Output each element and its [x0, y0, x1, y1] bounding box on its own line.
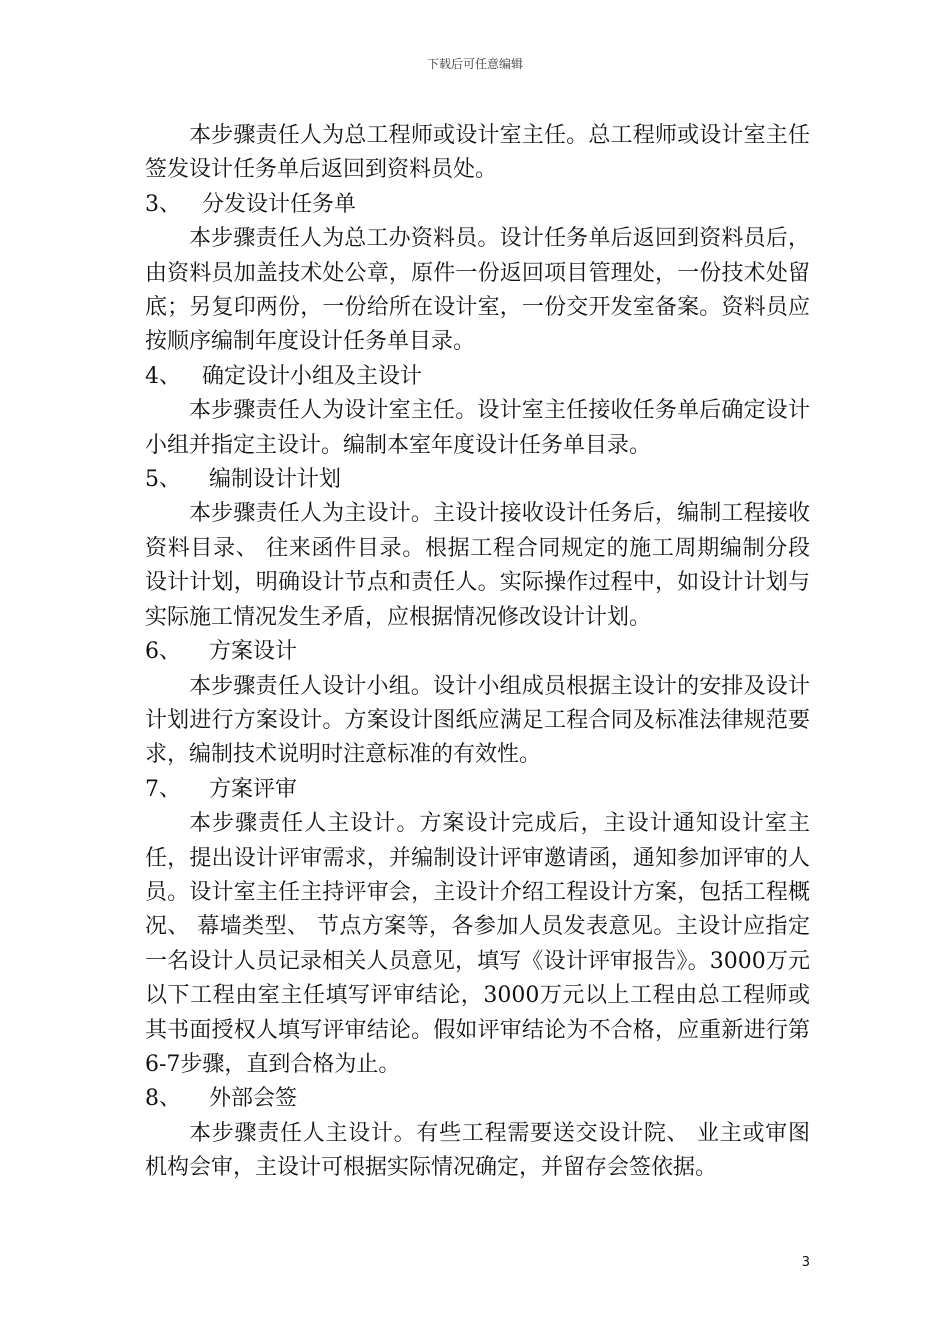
page-number: 3 [801, 1255, 810, 1270]
paragraph: 本步骤责任人主设计。方案设计完成后，主设计通知设计室主任，提出设计评审需求，并编制设计评审邀请函，通知参加评审的人员。设计室主任主持评审会，主设计介绍工程设计方案，包括工程概况、 幕墙类型、 节点方案等，各参加人员发表意见。主设计应指定一名设计人员记录相关人员意见，填写《设计评审报告》。3000万元以下工程由室主任填写评审结论，3000万元以上工程由总工程师或其书面授权人填写评审结论。假如评审结论为不合格，应重新进行第6-7步骤，直到合格为止。 [145, 811, 810, 1077]
paragraph: 本步骤责任人为总工程师或设计室主任。总工程师或设计室主任签发设计任务单后返回到资料员处。 [145, 123, 810, 183]
section-heading: 7、 方案评审 [145, 776, 297, 802]
section-heading: 6、 方案设计 [145, 639, 297, 665]
paragraph: 本步骤责任人设计小组。设计小组成员根据主设计的安排及设计计划进行方案设计。方案设计图纸应满足工程合同及标准法律规范要求，编制技术说明时注意标准的有效性。 [145, 673, 810, 768]
paragraph: 本步骤责任人主设计。有些工程需要送交设计院、 业主或审图机构会审，主设计可根据实际情况确定，并留存会签依据。 [145, 1120, 810, 1181]
section-heading: 5、 编制设计计划 [145, 467, 341, 493]
page-header: 下载后可任意编辑 [426, 57, 523, 71]
document-body [145, 119, 810, 1186]
section-heading: 3、 分发设计任务单 [145, 191, 356, 217]
paragraph: 本步骤责任人为主设计。主设计接收设计任务后，编制工程接收资料目录、 往来函件目录。根据工程合同规定的施工周期编制分段设计计划，明确设计节点和责任人。实际操作过程中，如设计计划与实际施工情况发生矛盾，应根据情况修改设计计划。 [145, 501, 810, 630]
paragraph: 本步骤责任人为设计室主任。设计室主任接收任务单后确定设计小组并指定主设计。编制本室年度设计任务单目录。 [145, 398, 810, 458]
section-heading: 4、 确定设计小组及主设计 [145, 363, 422, 389]
paragraph: 本步骤责任人为总工办资料员。设计任务单后返回到资料员后，由资料员加盖技术处公章，原件一份返回项目管理处，一份技术处留底；另复印两份，一份给所在设计室，一份交开发室备案。资料员应按顺序编制年度设计任务单目录。 [145, 226, 810, 355]
section-heading: 8、 外部会签 [145, 1086, 297, 1112]
